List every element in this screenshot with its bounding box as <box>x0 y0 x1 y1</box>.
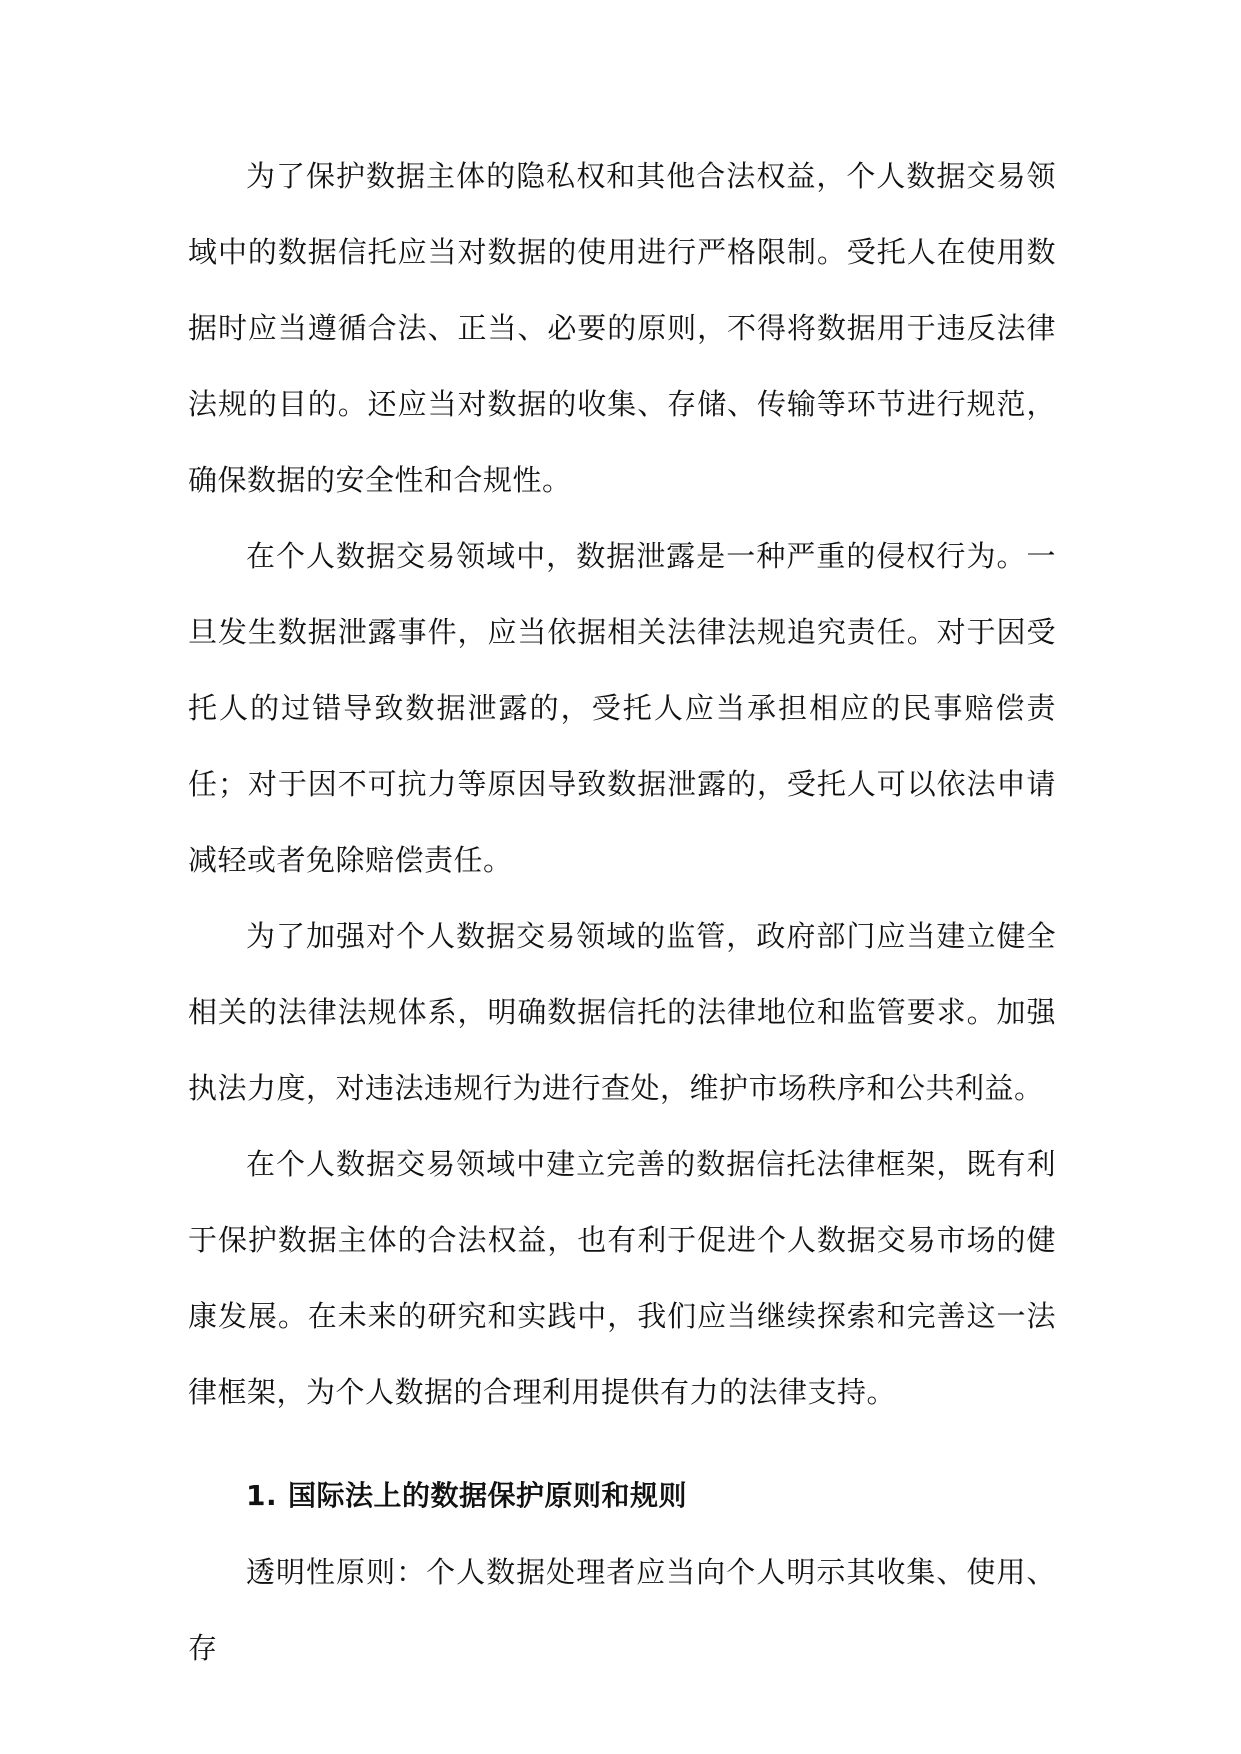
section-heading <box>188 1458 1056 1534</box>
section-title: 国际法上的数据保护原则和规则 <box>288 1479 688 1512</box>
body-paragraph: 为了保护数据主体的隐私权和其他合法权益，个人数据交易领域中的数据信托应当对数据的使用进行严格限制。受托人在使用数据时应当遵循合法、正当、必要的原则，不得将数据用于违反法律法规的目的。还应当对数据的收集、存储、传输等环节进行规范，确保数据的安全性和合规性。 <box>188 159 1056 497</box>
document-page <box>188 138 1056 1686</box>
body-paragraph: 在个人数据交易领域中，数据泄露是一种严重的侵权行为。一旦发生数据泄露事件，应当依据相关法律法规追究责任。对于因受托人的过错导致数据泄露的，受托人应当承担相应的民事赔偿责任；对于因不可抗力等原因导致数据泄露的，受托人可以依法申请减轻或者免除赔偿责任。 <box>188 539 1056 877</box>
body-paragraph: 透明性原则：个人数据处理者应当向个人明示其收集、使用、存 <box>188 1555 1056 1665</box>
body-paragraph: 为了加强对个人数据交易领域的监管，政府部门应当建立健全相关的法律法规体系，明确数据信托的法律地位和监管要求。加强执法力度，对违法违规行为进行查处，维护市场秩序和公共利益。 <box>188 919 1056 1105</box>
section-number: 1. <box>246 1479 278 1512</box>
body-paragraph: 在个人数据交易领域中建立完善的数据信托法律框架，既有利于保护数据主体的合法权益，也有利于促进个人数据交易市场的健康发展。在未来的研究和实践中，我们应当继续探索和完善这一法律框架，为个人数据的合理利用提供有力的法律支持。 <box>188 1147 1056 1409</box>
